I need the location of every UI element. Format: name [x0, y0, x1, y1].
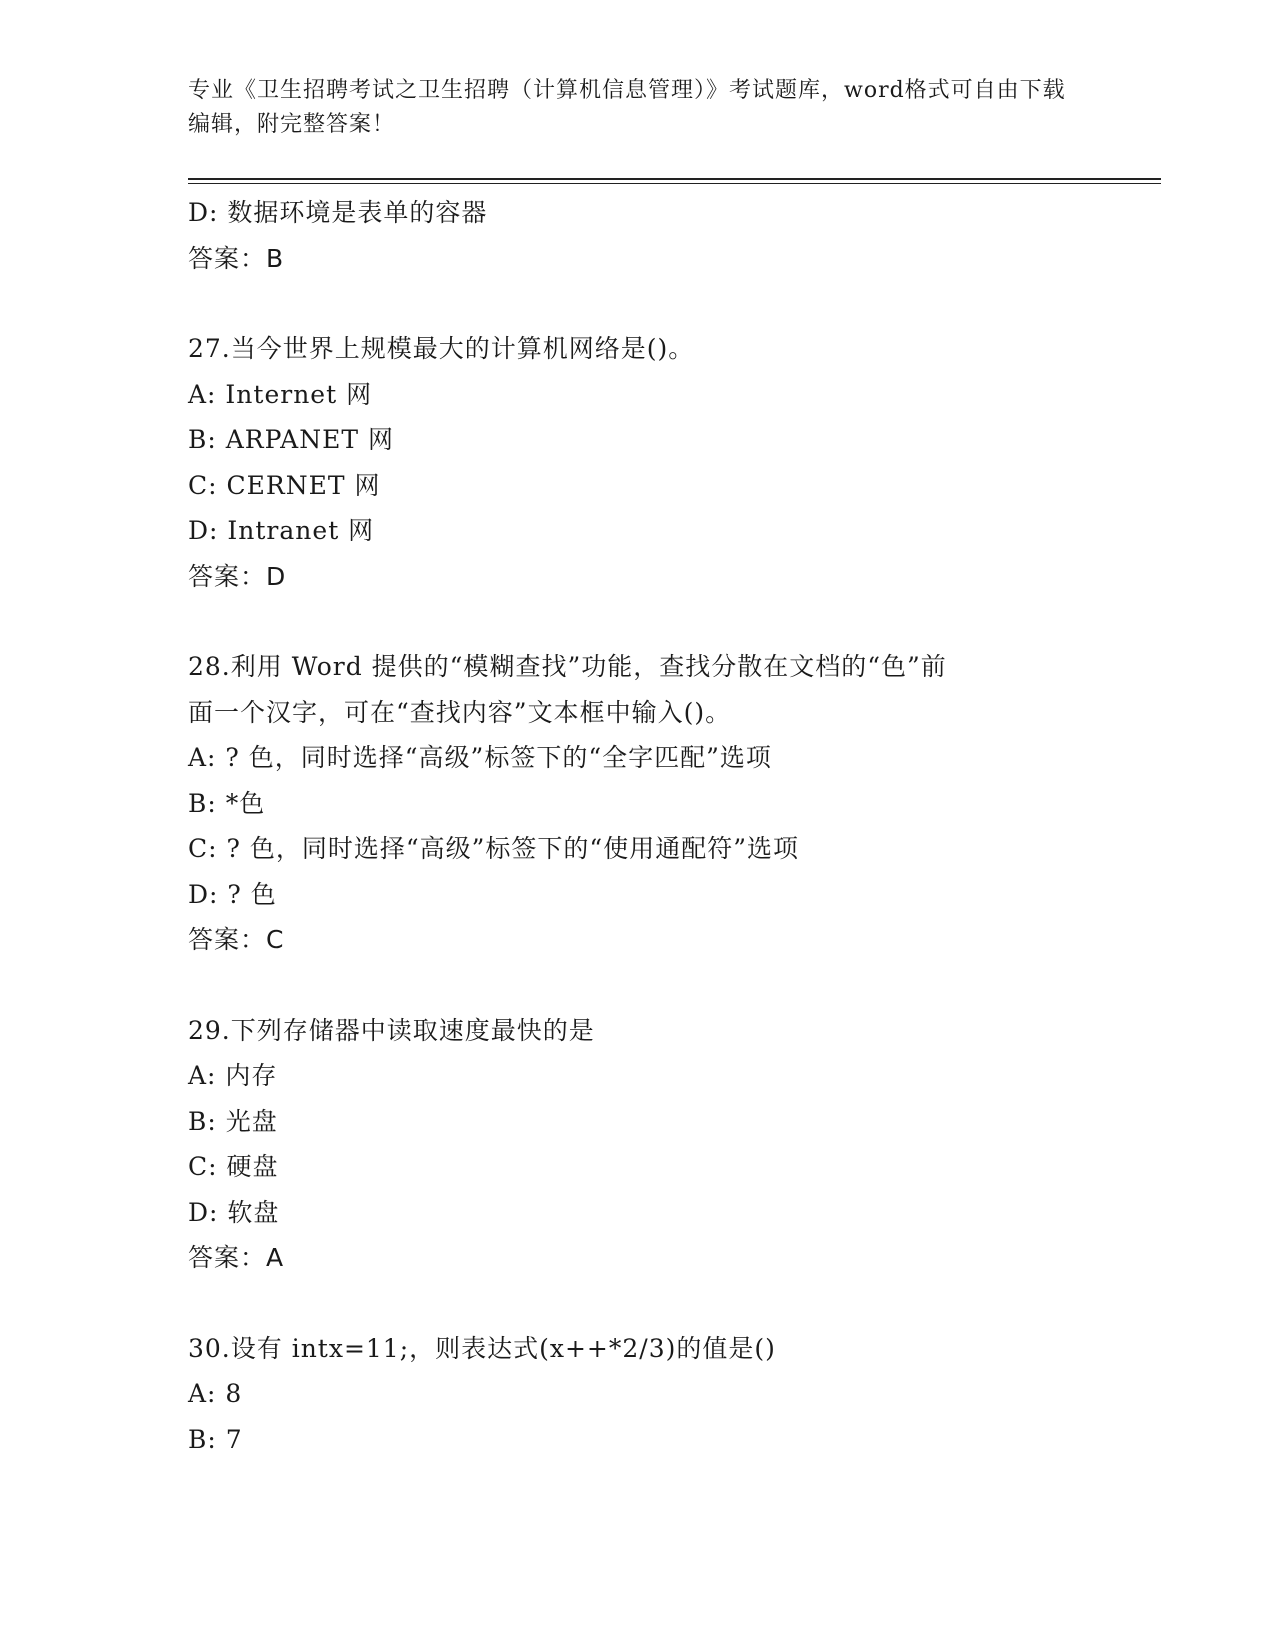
answer-line: 答案：D: [188, 561, 287, 591]
option-a: A: 8: [188, 1379, 243, 1408]
option-b: B: 7: [188, 1424, 243, 1454]
question-stem-line1: 28.利用 Word 提供的“模糊查找”功能，查找分散在文档的“色”前: [188, 652, 947, 681]
question-30: [188, 1326, 1068, 1463]
option-a: A: 内存: [188, 1061, 278, 1090]
option-a: A: Internet 网: [188, 379, 373, 409]
option-c: C: CERNET 网: [188, 470, 381, 500]
option-a: A: ? 色，同时选择“高级”标签下的“全字匹配”选项: [188, 743, 772, 772]
answer-line: 答案：B: [188, 243, 285, 273]
option-d: D: Intranet 网: [188, 516, 375, 545]
option-c: C: 硬盘: [188, 1152, 279, 1181]
question-stem-line2: 面一个汉字，可在“查找内容”文本框中输入()。: [188, 697, 732, 727]
header-divider-thin: [188, 183, 1161, 184]
question-stem: 30.设有 intx=11;，则表达式(x++*2/3)的值是(): [188, 1333, 776, 1363]
question-28: [188, 644, 1068, 963]
question-stem: 29.下列存储器中读取速度最快的是: [188, 1015, 595, 1045]
question-list: [188, 190, 1068, 1462]
option-b: B: ARPANET 网: [188, 425, 394, 454]
header-divider-thick: [188, 178, 1161, 180]
answer-line: 答案：A: [188, 1243, 285, 1272]
option-d: D: ? 色: [188, 879, 277, 909]
answer-line: 答案：C: [188, 925, 285, 954]
option-c: C: ? 色，同时选择“高级”标签下的“使用通配符”选项: [188, 834, 799, 863]
question-29: [188, 1008, 1068, 1281]
question-27: [188, 326, 1068, 599]
option-b: B: 光盘: [188, 1106, 278, 1136]
option-d: D: 数据环境是表单的容器: [188, 198, 488, 227]
document-header: 专业《卫生招聘考试之卫生招聘（计算机信息管理）》考试题库，word格式可自由下载编辑，附完整答案！: [188, 78, 1066, 137]
option-b: B: *色: [188, 788, 266, 818]
question-stem: 27.当今世界上规模最大的计算机网络是()。: [188, 334, 695, 363]
option-d: D: 软盘: [188, 1197, 280, 1227]
